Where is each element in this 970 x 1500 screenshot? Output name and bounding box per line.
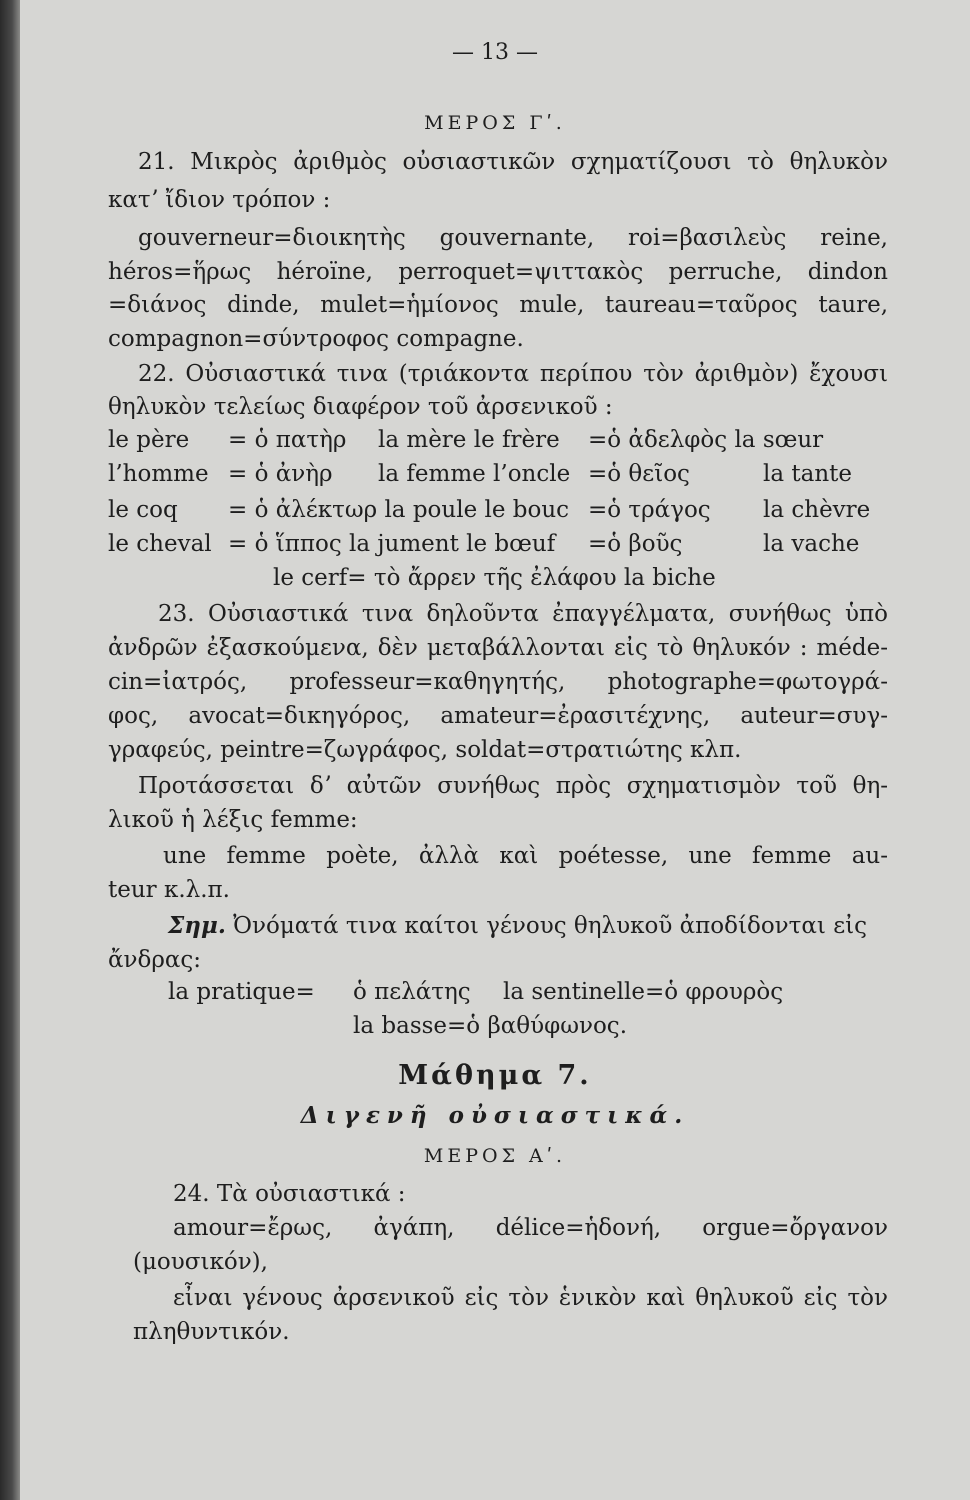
- p22-line-1: 22. Οὐσιαστικά τινα (τριάκοντα περίπου τὸν ἀριθμὸν) ἔχουσι: [138, 361, 888, 387]
- pair-fr-2: la mère le frère: [378, 427, 560, 453]
- section-heading-a: ΜΕΡΟΣ Αʹ.: [423, 1145, 567, 1167]
- p23b-line-3: une femme poète, ἀλλὰ καὶ poétesse, une femme au-: [163, 843, 888, 869]
- pair-fr-3: la chèvre: [763, 497, 871, 523]
- p23-line-4: φος, avocat=δικηγόρος, amateur=ἐρασιτέχνης, auteur=συγ-: [108, 703, 888, 729]
- lesson-title: Μάθημα 7.: [398, 1060, 592, 1091]
- p23-line-2: ἀνδρῶν ἐξασκούμενα, δὲν μεταβάλλονται εἰς τὸ θηλυκόν : méde-: [108, 635, 888, 661]
- note-example-row-2: la basse=ὁ βαθύφωνος.: [353, 1013, 628, 1039]
- note-line-1: [168, 910, 888, 942]
- pair-gr-2: =ὁ ἀδελφὸς la sœur: [588, 427, 824, 453]
- pair-fr-1: le père: [108, 427, 190, 453]
- p24-line-3: (μουσικόν),: [133, 1249, 268, 1275]
- pair-gr-2: =ὁ βοῦς: [588, 531, 683, 557]
- p23b-line-4: teur κ.λ.π.: [108, 877, 230, 903]
- note-label: Σημ.: [168, 912, 226, 939]
- scan-page-edge: [0, 0, 20, 1500]
- p21-line-6: compagnon=σύντροφος compagne.: [108, 326, 524, 352]
- p21-line-5: =διάνος dinde, mulet=ἡμίονος mule, taureau=ταῦρος taure,: [108, 292, 888, 318]
- note-text: Ὀνόματά τινα καίτοι γένους θηλυκοῦ ἀποδίδονται εἰς: [233, 913, 868, 939]
- pair-gr-1: = ὁ ἀνὴρ: [228, 461, 333, 487]
- p23-line-1: 23. Οὐσιαστικά τινα δηλοῦντα ἐπαγγέλματα, συνήθως ὑπὸ: [158, 601, 888, 627]
- book-page: [20, 0, 970, 1500]
- section-heading-g: ΜΕΡΟΣ Γʹ.: [424, 112, 566, 134]
- p22-line-2: θηλυκὸν τελείως διαφέρον τοῦ ἀρσενικοῦ :: [108, 394, 613, 420]
- note-fr-2: la sentinelle=ὁ φρουρὸς: [503, 979, 784, 1005]
- pair-gr-1: = ὁ ἀλέκτωρ la poule le bouc: [228, 497, 570, 523]
- note-line-2: ἄνδρας:: [108, 947, 202, 973]
- pair-fr-1: le coq: [108, 497, 178, 523]
- p23b-line-2: λικοῦ ἡ λέξις femme:: [108, 807, 358, 833]
- page-number: — 13 —: [452, 40, 538, 65]
- pair-fr-2: la femme l’oncle: [378, 461, 571, 487]
- pair-fr-1: l’homme: [108, 461, 209, 487]
- p24-line-5: πληθυντικόν.: [133, 1319, 290, 1345]
- pair-gr-2: =ὁ θεῖος: [588, 461, 690, 487]
- pair-row-5: le cerf= τὸ ἄρρεν τῆς ἐλάφου la biche: [273, 565, 716, 591]
- pair-fr-1: le cheval: [108, 531, 212, 557]
- pair-gr-1: = ὁ πατὴρ: [228, 427, 347, 453]
- note-fr-1: la pratique=: [168, 979, 315, 1005]
- p21-line-4: héros=ἥρως héroïne, perroquet=ψιττακὸς perruche, dindon: [108, 259, 888, 285]
- pair-gr-2: =ὁ τράγος: [588, 497, 711, 523]
- lesson-subtitle: Διγενῆ οὐσιαστικά.: [300, 1102, 690, 1129]
- p23b-line-1: Προτάσσεται δʼ αὐτῶν συνήθως πρὸς σχηματισμὸν τοῦ θη-: [138, 773, 888, 799]
- pair-gr-1: = ὁ ἵππος la jument le bœuf: [228, 531, 556, 557]
- pair-fr-3: la tante: [763, 461, 853, 487]
- p21-line-2: κατʼ ἴδιον τρόπον :: [108, 187, 331, 213]
- note-gr-1: ὁ πελάτης: [353, 979, 471, 1005]
- pair-fr-3: la vache: [763, 531, 860, 557]
- p21-line-1: 21. Μικρὸς ἀριθμὸς οὐσιαστικῶν σχηματίζουσι τὸ θηλυκὸν: [138, 149, 888, 175]
- p24-line-2: amour=ἔρως, ἀγάπη, délice=ἡδονή, orgue=ὄργανον: [173, 1215, 888, 1241]
- p23-line-5: γραφεύς, peintre=ζωγράφος, soldat=στρατιώτης κλπ.: [108, 737, 742, 763]
- p24-line-4: εἶναι γένους ἀρσενικοῦ εἰς τὸν ἑνικὸν καὶ θηλυκοῦ εἰς τὸν: [173, 1285, 888, 1311]
- p24-line-1: 24. Τὰ οὐσιαστικά :: [173, 1181, 406, 1207]
- p21-line-3: gouverneur=διοικητὴς gouvernante, roi=βασιλεὺς reine,: [138, 225, 888, 251]
- p23-line-3: cin=ἰατρός, professeur=καθηγητής, photographe=φωτογρά-: [108, 669, 888, 695]
